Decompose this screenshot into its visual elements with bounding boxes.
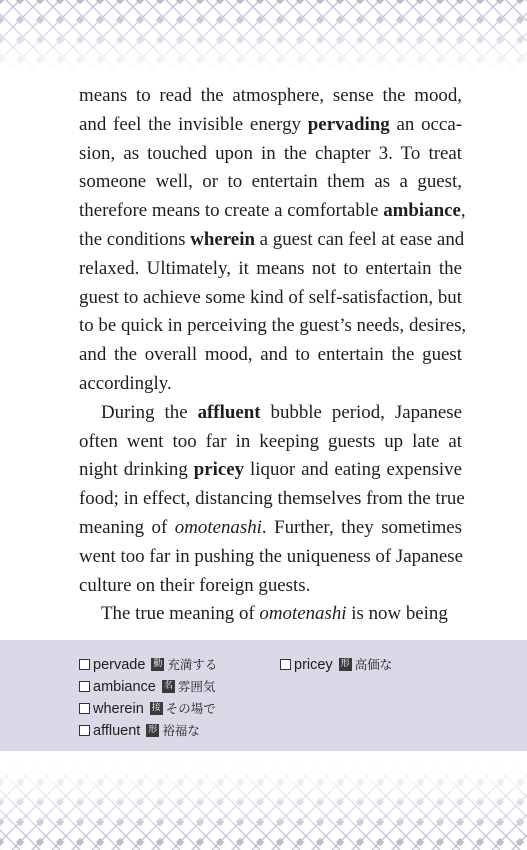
checkbox-icon[interactable] xyxy=(79,681,90,692)
text-run: During the xyxy=(101,401,198,423)
vocab-meaning: 充満する xyxy=(167,657,218,672)
vocab-meaning: 雰囲気 xyxy=(177,679,216,694)
text-line xyxy=(79,255,462,284)
text-run: night drinking xyxy=(79,459,194,481)
text-line xyxy=(79,514,462,543)
text-line xyxy=(79,428,462,457)
text-run: a guest can feel at ease and xyxy=(254,228,465,250)
vocab-entry xyxy=(79,676,215,698)
text-run: to be quick in perceiving the guest’s needs, desires, xyxy=(79,315,467,337)
text-run: often went too far in keeping guests up late at xyxy=(79,430,462,452)
text-run: meaning of xyxy=(79,516,175,538)
text-line xyxy=(79,82,462,111)
vocab-keyword: ambiance xyxy=(383,200,461,222)
vocab-word: pricey xyxy=(294,657,333,673)
text-run: therefore means to create a comfortable xyxy=(79,200,384,222)
text-line xyxy=(79,572,462,601)
vocab-word: pervade xyxy=(93,657,146,673)
vocab-keyword: affluent xyxy=(197,401,261,423)
body-text xyxy=(79,82,467,629)
text-run: guest to achieve some kind of self-satisfaction, but xyxy=(79,286,462,308)
text-line xyxy=(79,543,462,572)
vocab-keyword: pervading xyxy=(307,113,390,135)
part-of-speech-badge: 形 xyxy=(340,659,350,670)
vocab-word: wherein xyxy=(93,701,144,717)
top-decorative-band xyxy=(0,0,527,74)
text-run: bubble period, Japanese xyxy=(260,401,462,423)
text-run: someone well, or to entertain them as a guest, xyxy=(79,171,462,193)
checkbox-icon[interactable] xyxy=(79,659,90,670)
text-line xyxy=(79,312,467,341)
text-run: is now being xyxy=(346,603,448,625)
text-run: The true meaning of xyxy=(101,603,260,625)
vocab-word: ambiance xyxy=(93,679,156,695)
text-run: an occa- xyxy=(389,113,462,135)
part-of-speech-badge: 接 xyxy=(151,703,161,714)
text-run: relaxed. Ultimately, it means not to entertain the xyxy=(79,257,462,279)
vocab-entry xyxy=(79,698,216,720)
text-run: . Further, they sometimes xyxy=(261,516,462,538)
text-run: liquor and eating expensive xyxy=(244,459,462,481)
vocab-keyword: pricey xyxy=(193,459,245,481)
text-line xyxy=(79,456,462,485)
text-run: culture on their foreign guests. xyxy=(79,574,311,596)
italic-term: omotenashi xyxy=(259,603,347,625)
text-line xyxy=(79,370,462,399)
text-line xyxy=(79,399,462,428)
text-run: and feel the invisible energy xyxy=(79,113,308,135)
text-line xyxy=(79,140,462,169)
part-of-speech-badge: 形 xyxy=(148,725,158,736)
bottom-decorative-band xyxy=(0,762,527,850)
vocab-entry xyxy=(79,720,200,742)
vocab-entry xyxy=(280,654,392,676)
text-run: food; in effect, distancing themselves from the true xyxy=(79,488,465,510)
italic-term: omotenashi xyxy=(174,516,262,538)
lattice-pattern-top xyxy=(0,0,527,74)
part-of-speech-badge: 動 xyxy=(153,659,163,670)
text-line xyxy=(79,600,462,629)
text-line xyxy=(79,226,465,255)
checkbox-icon[interactable] xyxy=(280,659,291,670)
text-line xyxy=(79,111,462,140)
vocab-word: affluent xyxy=(93,723,141,739)
text-line xyxy=(79,197,466,226)
part-of-speech-badge: 名 xyxy=(163,681,173,692)
text-line xyxy=(79,485,465,514)
text-line xyxy=(79,168,462,197)
vocabulary-box xyxy=(0,640,527,751)
vocab-keyword: wherein xyxy=(190,228,255,250)
vocab-meaning: 高価な xyxy=(354,657,393,672)
text-run: means to read the atmosphere, sense the mood, xyxy=(79,85,462,106)
text-run: the conditions xyxy=(79,228,191,250)
vocab-meaning: 裕福な xyxy=(162,723,200,738)
text-run: and the overall mood, and to entertain the guest xyxy=(79,344,462,366)
text-run: went too far in pushing the uniqueness of Japanese xyxy=(79,545,464,567)
text-run: accordingly. xyxy=(79,372,172,394)
text-line xyxy=(79,284,462,313)
text-run: , xyxy=(460,200,466,222)
lattice-pattern-bottom xyxy=(0,762,527,850)
vocab-entry xyxy=(79,654,217,676)
text-run: sion, as touched upon in the chapter 3. To treat xyxy=(79,142,462,164)
checkbox-icon[interactable] xyxy=(79,725,90,736)
text-line xyxy=(79,341,462,370)
vocab-meaning: その場で xyxy=(165,701,216,716)
checkbox-icon[interactable] xyxy=(79,703,90,714)
